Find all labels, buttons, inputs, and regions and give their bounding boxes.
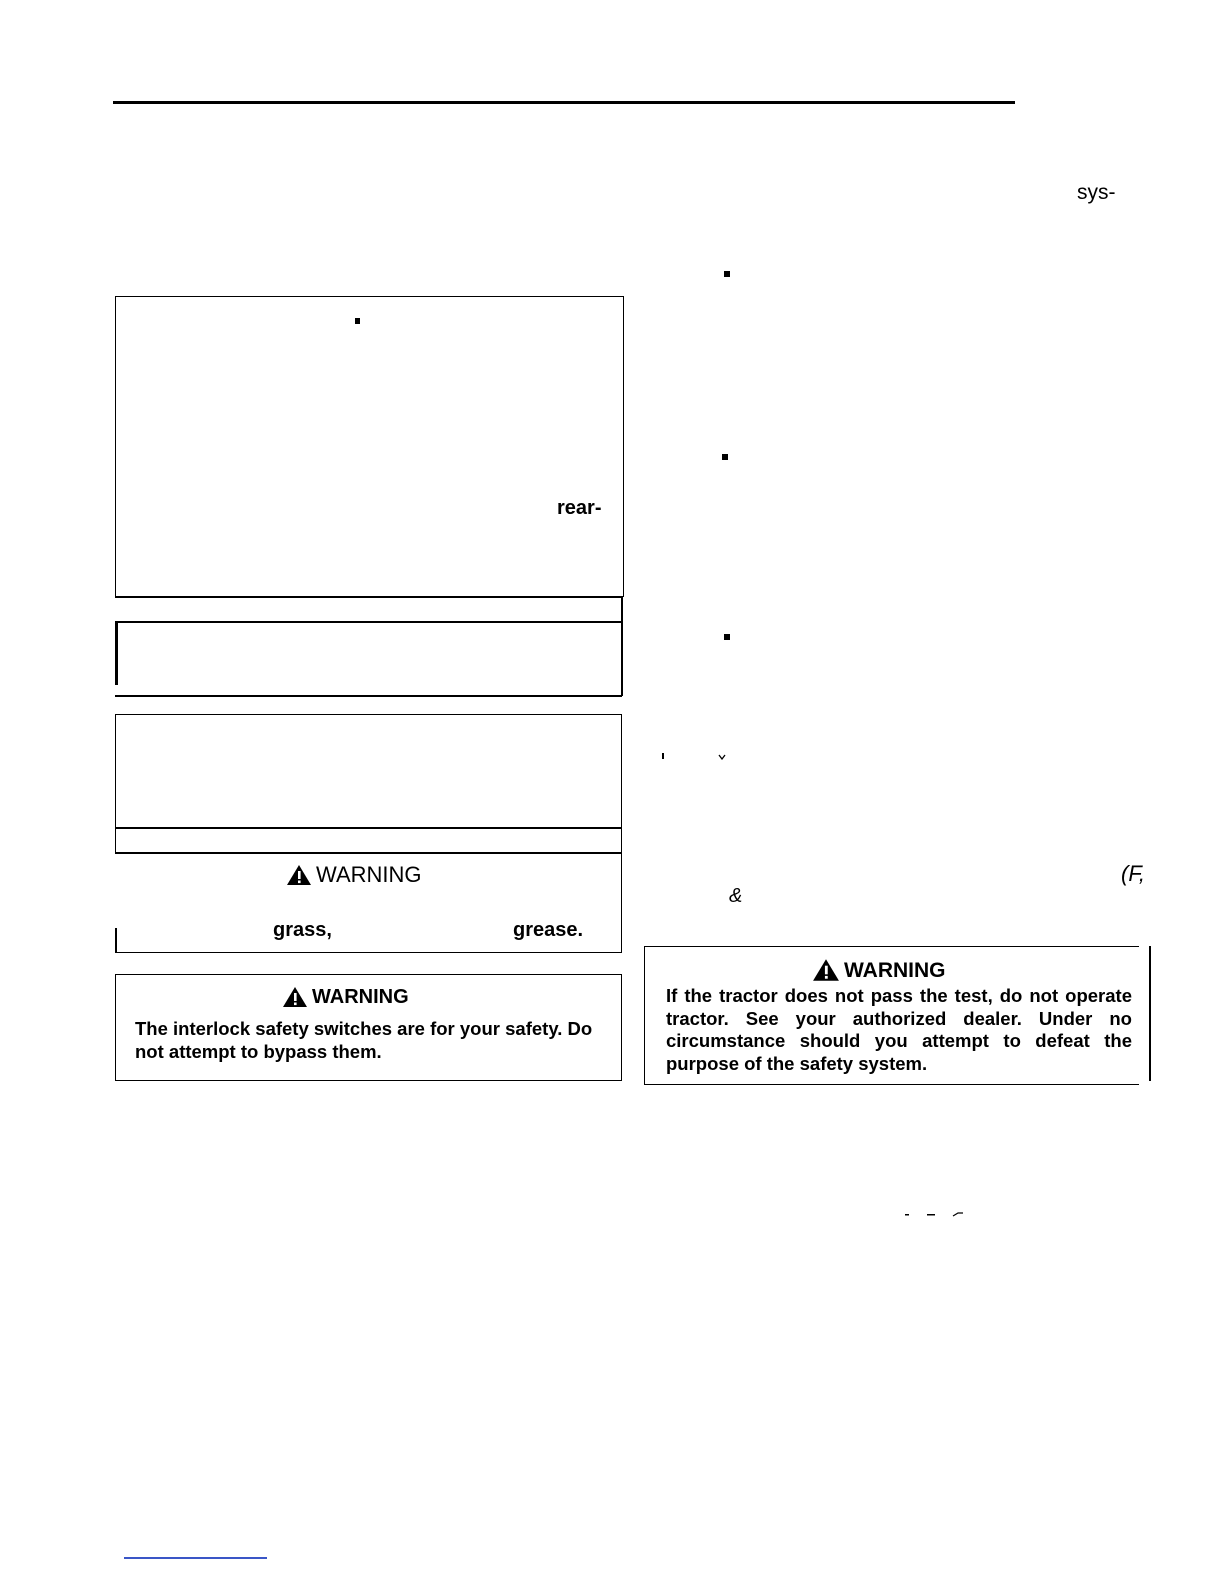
left-box-2-bottom: [115, 695, 622, 697]
right-bullet-1: [724, 271, 730, 277]
right-bullet-3: [724, 634, 730, 640]
warning-box-test-right-edge: [1149, 946, 1151, 1081]
stray-mark-glyph: [718, 754, 726, 760]
warning-title-interlock: [282, 986, 409, 1008]
scan-artifact: [905, 1205, 965, 1211]
warning-body-test: If the tractor does not pass the test, do not operate tractor. See your authorized dealer. Under no circumstance should you attempt to defeat the purpose of the safety system.: [666, 985, 1132, 1074]
left-box-1-mark: [355, 318, 360, 324]
top-right-fragment: sys-: [1077, 181, 1116, 204]
stray-mark-1: [662, 753, 664, 759]
warning-body-interlock: The interlock safety switches are for your safety. Do not attempt to bypass them.: [135, 1018, 593, 1062]
warning-triangle-icon: [812, 958, 844, 982]
fragment-f: (F,: [1121, 861, 1146, 886]
left-box-1-bottom: [115, 596, 622, 598]
left-box-1-fragment: rear-: [557, 497, 602, 519]
stray-mark-2: [718, 752, 726, 763]
warning-triangle-icon: [286, 864, 316, 886]
warning-triangle-icon: [282, 986, 312, 1008]
fragment-grass: grass,: [273, 919, 332, 941]
left-box-2-top: [115, 621, 622, 623]
header-rule: [113, 101, 1015, 104]
warning-title-text: WARNING: [312, 986, 409, 1008]
left-box-3-divider: [115, 827, 622, 829]
footer-link-underline[interactable]: [124, 1557, 267, 1559]
warning-title-grass: [286, 864, 422, 886]
left-box-3: [115, 714, 622, 854]
left-box-2-left: [115, 621, 118, 685]
warning-box-grass-left-edge: [115, 928, 117, 952]
left-box-2-right: [621, 596, 623, 696]
warning-title-text: WARNING: [316, 862, 422, 887]
right-bullet-2: [722, 454, 728, 460]
warning-title-text: WARNING: [844, 958, 946, 982]
fragment-ampersand: &: [729, 885, 743, 907]
warning-title-test: [812, 958, 946, 982]
left-box-1: [115, 296, 624, 597]
fragment-grease: grease.: [513, 919, 584, 941]
